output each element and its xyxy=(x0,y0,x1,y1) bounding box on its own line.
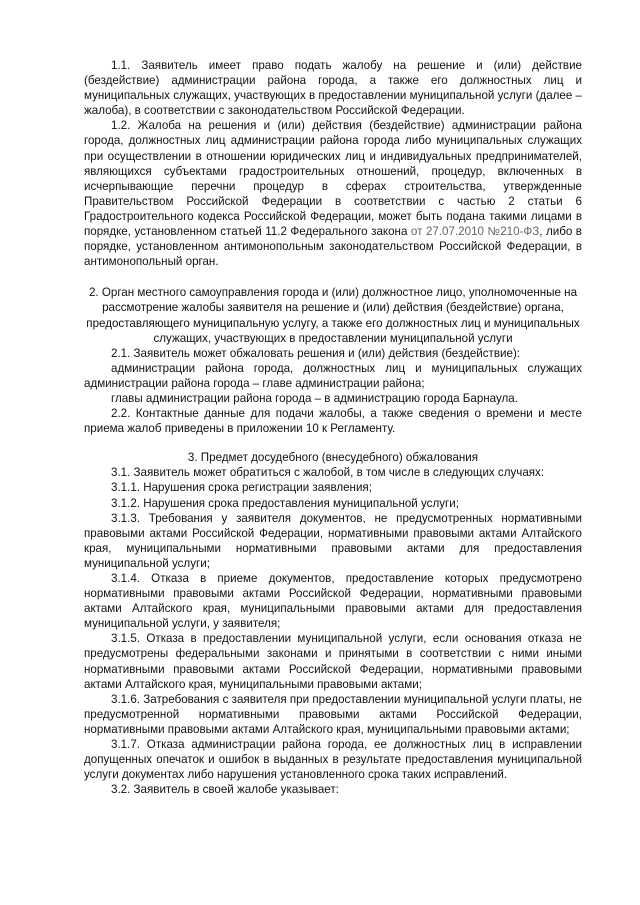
paragraph-2-1-b: главы администрации района города – в администрацию города Барнаула. xyxy=(111,391,518,405)
paragraph-2-1-a: администрации района города, должностных лиц и муниципальных служащих администрации района города – главе администрации района; xyxy=(84,361,582,390)
law-reference: от 27.07.2010 №210-ФЗ xyxy=(410,225,540,239)
paragraph-1-2-text-b: , либо в порядке, установленном антимонопольным законодательством Российской Федерации, в антимонопольный орган. xyxy=(84,225,582,269)
paragraph-1-2 xyxy=(84,118,582,269)
paragraph-2-2: 2.2. Контактные данные для подачи жалобы, а также сведения о времени и месте приема жалоб приведены в приложении 10 к Регламенту. xyxy=(84,407,582,436)
paragraph-1-2-text-a: 1.2. Жалоба на решения и (или) действия (бездействие) администрации района города, должностных лиц администрации района города либо муниципальных служащих при осуществлении в отношении юридических лиц и индивидуальных предпринимателей, являющихся субъектами градостроительных отношений, процедур, включенных в исчерпывающие перечни процедур в сферах строительства, утвержденные Правительством Российской Федерации в соответствии с частью 2 статьи 6 Градостроительного кодекса Российской Федерации, может быть подана такими лицами в порядке, установленном статьей 11.2 Федерального закона xyxy=(84,119,582,239)
spacer xyxy=(84,269,582,285)
paragraph-3-1-2: 3.1.2. Нарушения срока предоставления муниципальной услуги; xyxy=(111,496,459,510)
paragraph-3-1: 3.1. Заявитель может обратиться с жалобой, в том числе в следующих случаях: xyxy=(111,466,545,480)
paragraph-3-1-1: 3.1.1. Нарушения срока регистрации заявления; xyxy=(111,481,372,495)
paragraph-3-1-3: 3.1.3. Требования у заявителя документов, не предусмотренных нормативными правовыми актами Российской Федерации, нормативными правовыми актами Алтайского края, муниципальными нормативными правовыми актами для предоставления муниципальной услуги; xyxy=(84,511,582,570)
paragraph-3-1-6: 3.1.6. Затребования с заявителя при предоставлении муниципальной услуги платы, не предусмотренной нормативными правовыми актами Российской Федерации, нормативными правовыми актами Алтайского края, муниципальными правовыми актами; xyxy=(84,692,582,736)
spacer xyxy=(84,436,582,450)
paragraph-1-1: 1.1. Заявитель имеет право подать жалобу на решение и (или) действие (бездействие) администрации района города, а также его должностных лиц и муниципальных служащих, участвующих в предоставлении муниципальной услуги (далее – жалоба), в соответствии с законодательством Российской Федерации. xyxy=(84,59,582,118)
paragraph-3-1-5: 3.1.5. Отказа в предоставлении муниципальной услуги, если основания отказа не предусмотрены федеральными законами и принятыми в соответствии с ними иными нормативными правовыми актами Российской Федерации, нормативными правовыми актами Алтайского края, муниципальными правовыми актами; xyxy=(84,632,582,691)
section-3-heading: 3. Предмет досудебного (внесудебного) обжалования xyxy=(187,451,479,465)
paragraph-3-2: 3.2. Заявитель в своей жалобе указывает: xyxy=(111,783,339,797)
paragraph-3-1-7: 3.1.7. Отказа администрации района города, ее должностных лиц в исправлении допущенных опечаток и ошибок в выданных в результате предоставления муниципальной услуги документах либо нарушения установленного срока таких исправлений. xyxy=(84,738,582,782)
paragraph-3-1-4: 3.1.4. Отказа в приеме документов, предоставление которых предусмотрено нормативными правовыми актами Российской Федерации, нормативными правовыми актами Алтайского края, муниципальными правовыми актами для предоставления муниципальной услуги, у заявителя; xyxy=(84,572,582,631)
section-2-heading: 2. Орган местного самоуправления города и (или) должностное лицо, уполномоченные на рассмотрение жалобы заявителя на решение и (или) действия (бездействие) органа, предоставляющего муниципальную услугу, а также его должностных лиц и муниципальных служащих, участвующих в предоставлении муниципальной услуги xyxy=(86,286,580,345)
paragraph-2-1: 2.1. Заявитель может обжаловать решения и (или) действия (бездействие): xyxy=(111,346,521,360)
